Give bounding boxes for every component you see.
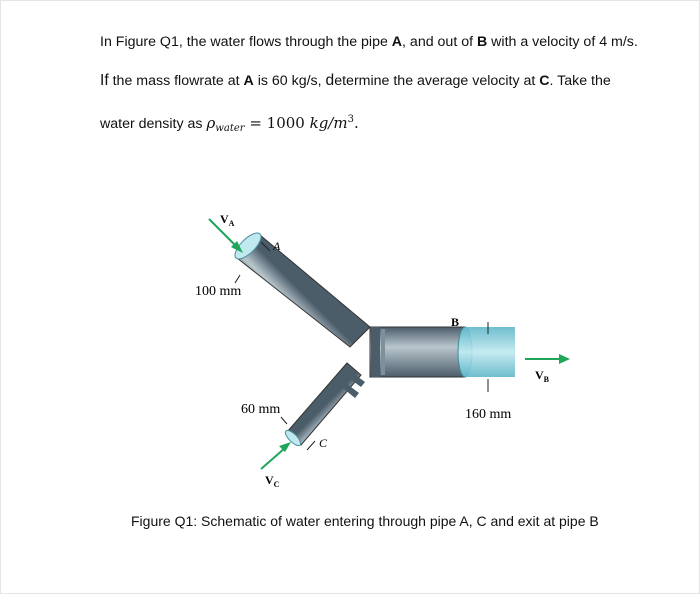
text-segment: . Take the: [549, 73, 611, 89]
text-segment: with a velocity of 4 m/s.: [487, 34, 638, 50]
text-segment: In Figure Q1, the water flows through the pipe: [100, 34, 392, 50]
text-segment: the mass flowrate at: [108, 73, 244, 89]
vc-label: $V_C$: [265, 473, 280, 489]
figure-caption: Figure Q1: Schematic of water entering through pipe A, C and exit at pipe B: [131, 513, 599, 529]
density-units: kg/m: [309, 114, 348, 132]
pipe-b-ref: B: [476, 34, 488, 50]
pipe-b-water-jet: [465, 327, 515, 377]
text-segment: etermine the average velocity at: [334, 73, 540, 89]
pipe-c-ref: C: [539, 73, 550, 89]
vb-arrow-head: [559, 354, 570, 364]
tick-100mm: [235, 275, 240, 283]
vc-arrow-shaft: [261, 448, 285, 469]
va-label: $V_A$: [220, 212, 235, 228]
rho-symbol: ρ: [206, 114, 216, 132]
equals-sign: =: [244, 114, 267, 132]
pipe-c-label: C: [319, 436, 328, 450]
pipe-a-ref: A: [391, 34, 403, 50]
text-segment: .: [353, 114, 359, 132]
text-segment: water density as: [100, 116, 207, 132]
text-segment: d: [325, 72, 335, 89]
pipe-a-ref: A: [243, 73, 254, 89]
units-exponent: 3: [347, 114, 354, 125]
pipe-b-label: B: [451, 315, 460, 329]
junction-flange: [371, 327, 380, 377]
pipe-schematic: [175, 195, 595, 500]
pipe-a-body: [237, 235, 370, 347]
rho-subscript: water: [215, 123, 245, 134]
density-value: 1000: [266, 114, 310, 132]
text-segment: If: [100, 72, 109, 89]
problem-line-2: [100, 71, 611, 91]
junction-flange: [381, 329, 385, 375]
problem-line-1: [100, 32, 638, 52]
tick-60mm: [281, 417, 287, 424]
diameter-b-label: 160 mm: [465, 407, 512, 422]
text-segment: is 60 kg/s,: [253, 73, 326, 89]
pipe-a-label: A: [273, 239, 281, 253]
figure-q1: [175, 195, 595, 500]
diameter-c-label: 60 mm: [241, 402, 281, 417]
tick-c: [307, 441, 315, 450]
vb-label: $V_B$: [535, 368, 550, 384]
diameter-a-label: 100 mm: [195, 284, 242, 299]
problem-line-3: [100, 110, 359, 139]
text-segment: , and out of: [402, 34, 477, 50]
